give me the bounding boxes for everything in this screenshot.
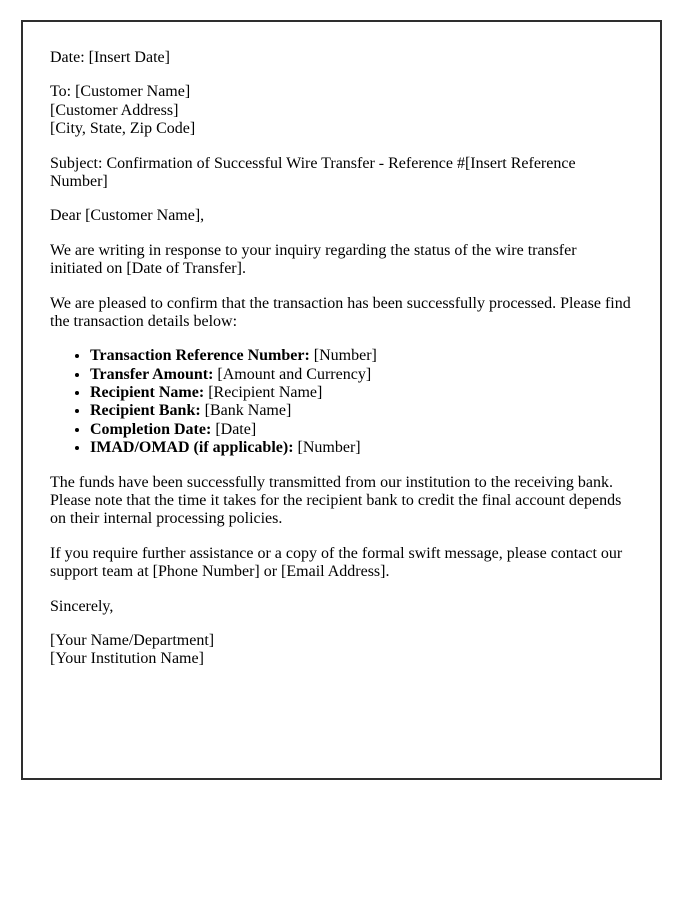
detail-label: IMAD/OMAD (if applicable): (90, 439, 294, 457)
detail-label: Transaction Reference Number: (90, 347, 310, 365)
recipient-block (50, 83, 631, 138)
recipient-address-line: [Customer Address] (50, 101, 179, 119)
salutation: Dear [Customer Name], (50, 207, 205, 225)
detail-label: Completion Date: (90, 420, 212, 438)
detail-value: [Number] (293, 439, 361, 457)
signature-institution-line: [Your Institution Name] (50, 650, 204, 668)
paragraph-inquiry: We are writing in response to your inquiry regarding the status of the wire transfer initiated on [Date of Transfer]. (50, 241, 577, 278)
detail-label: Recipient Bank: (90, 402, 201, 420)
detail-value: [Bank Name] (200, 402, 292, 420)
detail-item-recipient-name (90, 384, 631, 402)
detail-value: [Date] (211, 420, 257, 438)
detail-label: Recipient Name: (90, 384, 205, 402)
detail-value: [Amount and Currency] (213, 365, 372, 383)
detail-item-imad-omad (90, 439, 631, 457)
date-line: Date: [Insert Date] (50, 49, 170, 66)
paragraph-confirmation: We are pleased to confirm that the transaction has been successfully processed. Please find the transaction details below: (50, 294, 631, 330)
transaction-details-list (50, 347, 631, 457)
paragraph-assistance: If you require further assistance or a copy of the formal swift message, please contact our support team at [Phone Number] or [Email Address]. (50, 544, 623, 581)
paragraph-funds-transmitted: The funds have been successfully transmitted from our institution to the receiving bank. Please note that the time it takes for the recipient bank to credit the final account depends on their internal processing policies. (50, 473, 622, 528)
detail-value: [Number] (309, 347, 377, 365)
recipient-name-line: To: [Customer Name] (50, 83, 191, 101)
detail-item-recipient-bank (90, 402, 631, 420)
signature-name-line: [Your Name/Department] (50, 631, 215, 649)
detail-item-completion-date (90, 421, 631, 439)
recipient-city-line: [City, State, Zip Code] (50, 120, 196, 138)
detail-item-transfer-amount (90, 366, 631, 384)
subject-line: Subject: Confirmation of Successful Wire Transfer - Reference #[Insert Reference Number] (50, 154, 576, 190)
detail-label: Transfer Amount: (90, 365, 214, 383)
detail-item-reference-number (90, 347, 631, 365)
signature-block (50, 632, 631, 669)
closing: Sincerely, (50, 597, 114, 615)
detail-value: [Recipient Name] (204, 384, 323, 402)
letter-page (21, 20, 662, 780)
